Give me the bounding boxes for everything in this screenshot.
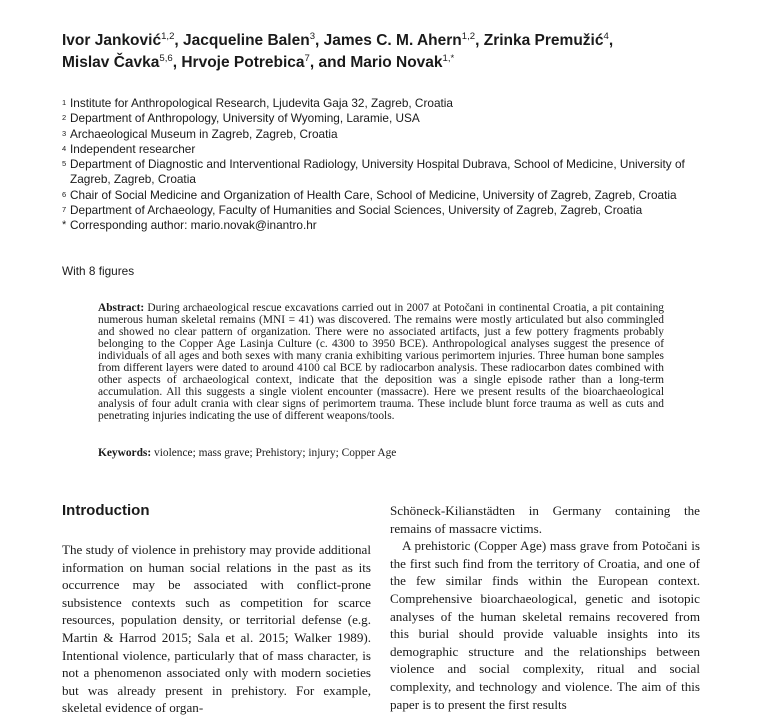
author-name: Mislav Čavka [62, 54, 160, 71]
affiliation-text: Department of Diagnostic and Interventional Radiology, University Hospital Dubrava, School of Medicine, University of Zagreb, Zagreb, Croatia [70, 157, 685, 187]
affiliation-text: Chair of Social Medicine and Organization of Health Care, School of Medicine, University of Zagreb, Zagreb, Croatia [70, 187, 677, 202]
author-affil-mark: 3 [309, 31, 316, 43]
abstract [98, 303, 664, 423]
affiliation-number: 4 [62, 143, 67, 153]
author-name: Mario Novak [350, 54, 443, 71]
author-affil-mark: 5,6 [159, 53, 173, 65]
affiliation-number: 6 [62, 189, 67, 199]
intro-paragraph: The study of violence in prehistory may provide additional information on human social relations in the past as its occurrence may be associated with conflict-prone subsistence contexts such as competition for scarce resources, population density, or territorial defense (e.g. Martin & Harrod 2015; Sala et al. 2015; Walker 1989). Intentional violence, particularly that of mass character, is not a phenomenon associated only with modern societies but was already present in prehistory. For example, skeletal evidence of organ- [62, 542, 371, 716]
affiliation-text: Department of Anthropology, University of Wyoming, Laramie, USA [70, 111, 420, 126]
affiliation-text: Archaeological Museum in Zagreb, Zagreb, Croatia [70, 126, 338, 141]
author-name: James C. M. Ahern [323, 32, 462, 49]
author-list: Ivor Janković$^{1,2}$, Jacqueline Balen$^3$, James C. M. Ahern$^{1,2}$, Zrinka Premužić$^4$, Mislav Čavka$^{5,6}$, Hrvoje Potrebica$^7$, and Mario Novak$^{1,*}$ [62, 31, 614, 71]
corresponding-text: Corresponding author: mario.novak@inantro.hr [70, 218, 317, 233]
affiliation-item [62, 188, 702, 203]
author-affil-mark: 1,* [442, 53, 455, 65]
affiliation-number: 7 [62, 205, 67, 215]
intro-left-column [62, 502, 371, 717]
affiliation-item [62, 157, 702, 188]
author-affil-mark: 1,2 [461, 31, 476, 43]
affiliation-number: 3 [62, 128, 67, 138]
corresponding-mark: * [62, 219, 67, 232]
affiliation-list [62, 96, 702, 234]
intro-paragraph: A prehistoric (Copper Age) mass grave from Potočani is the first such find from the territory of Croatia, and one of the few similar finds within the European context. Comprehensive bioarchaeological, genetic and isotopic analyses of the human skeletal remains recovered from this burial should provide valuable insights into its demographic structure and the relationships between violence and social complexity, ritual and social complexity, and technology and violence. The aim of this paper is to present the first results [390, 538, 700, 712]
author-conjunction: and [318, 54, 347, 71]
author-name: Zrinka Premužić [483, 32, 604, 49]
affiliation-number: 5 [62, 159, 67, 169]
affiliation-number: 1 [62, 98, 67, 107]
affiliation-text: Department of Archaeology, Faculty of Humanities and Social Sciences, University of Zagreb, Zagreb, Croatia [70, 203, 643, 218]
keywords-label: Keywords: [98, 447, 152, 459]
author-name: Jacqueline Balen [183, 32, 310, 49]
figures-note: With 8 figures [62, 264, 135, 278]
keywords-text: violence; mass grave; Prehistory; injury; Copper Age [154, 447, 397, 459]
author-name: Hrvoje Potrebica [181, 54, 305, 71]
affiliation-item [62, 142, 702, 157]
affiliation-item [62, 127, 702, 142]
section-heading: Introduction [62, 502, 150, 519]
intro-paragraph-continued: Schöneck-Kilianstädten in Germany containing the remains of massacre victims. [390, 503, 700, 536]
affiliation-number: 2 [62, 113, 67, 123]
affiliation-text: Institute for Anthropological Research, Ljudevita Gaja 32, Zagreb, Croatia [70, 96, 453, 110]
author-name: Ivor Janković [62, 32, 162, 49]
keywords [98, 447, 664, 460]
affiliation-text: Independent researcher [70, 141, 196, 156]
affiliation-item [62, 203, 702, 218]
affiliation-item [62, 96, 702, 111]
intro-right-column [390, 502, 700, 713]
corresponding-author [62, 218, 702, 233]
abstract-text: During archaeological rescue excavations carried out in 2007 at Potočani in continental Croatia, a pit containing numerous human skeletal remains (MNI = 41) was discovered. The remains were mostly articulated but also commingled and showed no clear pattern of organization. There were no associated artifacts, just a few pottery fragments probably belonging to the Copper Age Lasinja Culture (c. 4300 to 3950 BCE). Anthropological analyses suggest the presence of individuals of all ages and both sexes with many crania exhibiting various perimortem injuries. Three human bone samples from different layers were dated to around 4100 cal BCE by radiocarbon analysis. These radiocarbon dates combined with other aspects of archaeological context, indicate that the deposition was a single episode rather than a long-term accumulation. All this suggests a single violent encounter (massacre). Here we present results of the bioarchaeological analysis of four adult crania with clear signs of perimortem trauma. These include blunt force trauma as well as cuts and penetrating injuries indicating the use of different weapons/tools. [98, 302, 664, 422]
author-affil-mark: 7 [304, 53, 310, 65]
author-affil-mark: 4 [603, 31, 609, 43]
abstract-label: Abstract: [98, 302, 145, 314]
author-affil-mark: 1,2 [161, 31, 175, 43]
affiliation-item [62, 111, 702, 126]
